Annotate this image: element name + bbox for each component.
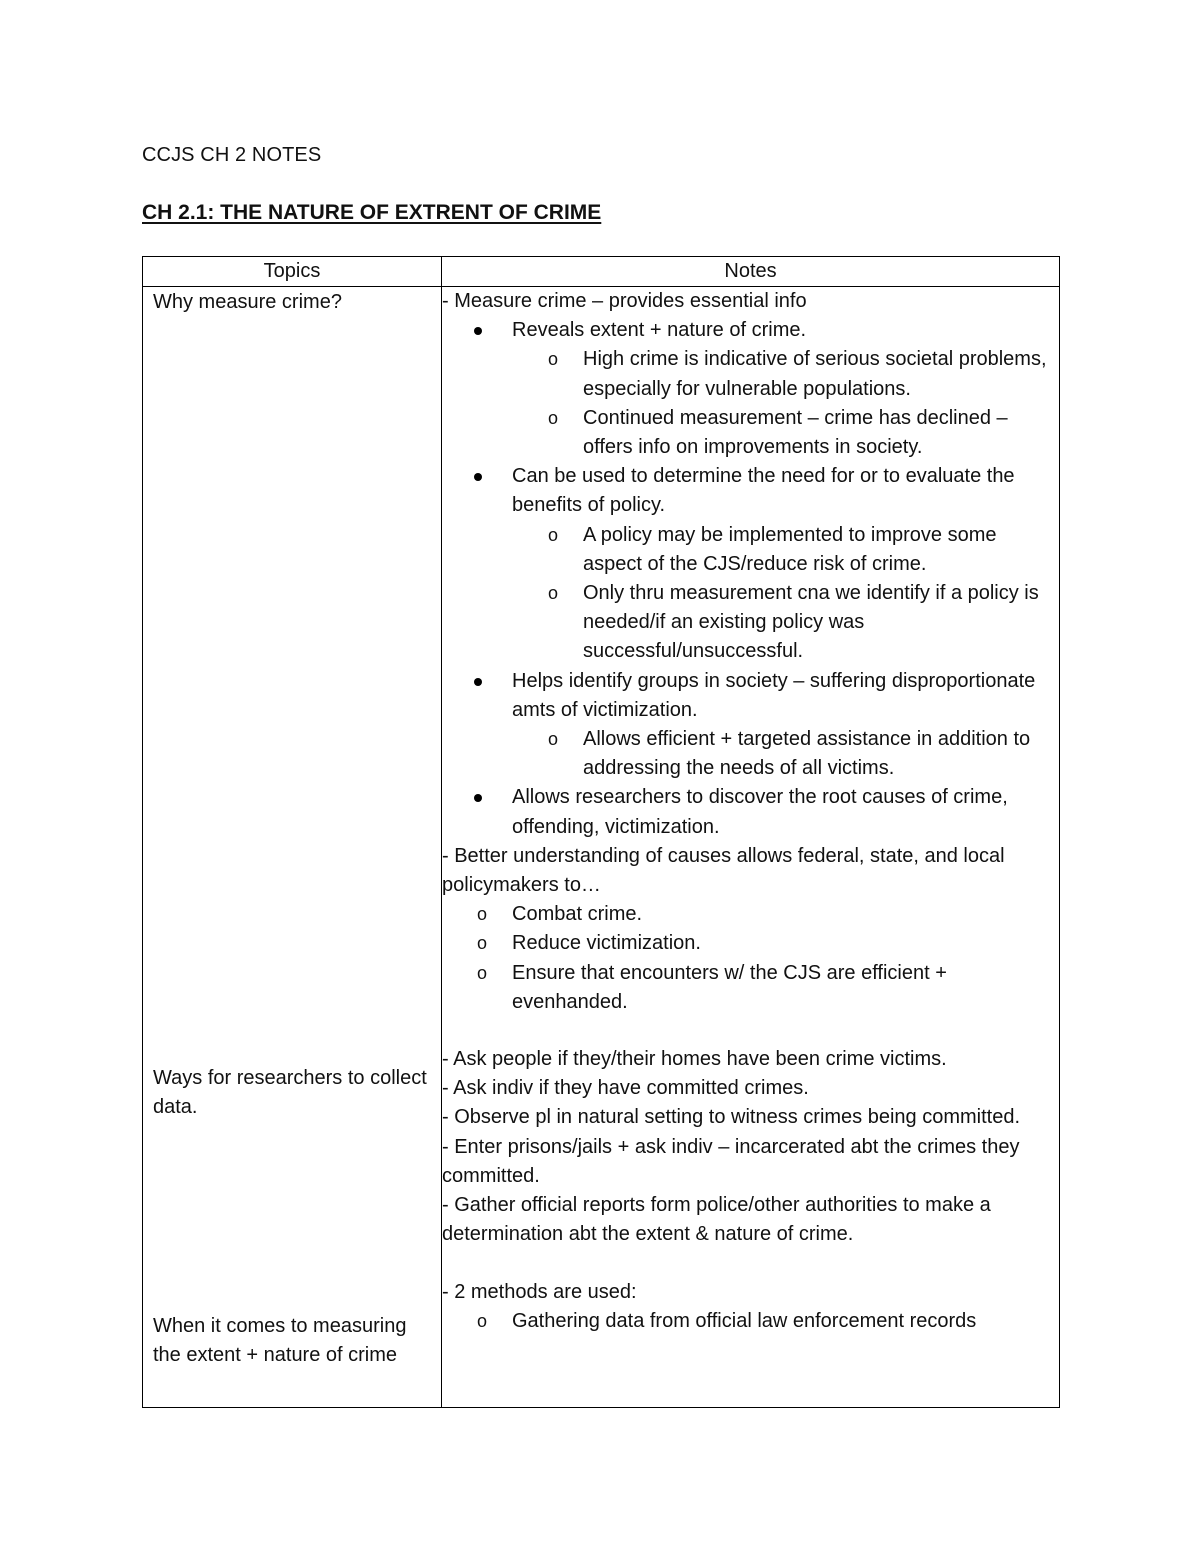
bullet-circle-icon: o xyxy=(548,524,559,545)
note-subbullet xyxy=(442,929,1059,958)
note-text: Gathering data from official law enforcement records xyxy=(512,1309,977,1332)
header-topics: Topics xyxy=(143,257,442,287)
notes-table xyxy=(142,256,1060,1408)
topics-cell xyxy=(143,287,442,1408)
header-notes: Notes xyxy=(442,257,1060,287)
note-subbullet xyxy=(442,725,1059,783)
bullet-circle-icon: o xyxy=(477,1310,488,1331)
table-header-row xyxy=(143,257,1060,287)
bullet-circle-icon: o xyxy=(548,349,559,370)
bullet-dot-icon xyxy=(474,794,482,802)
note-text: Only thru measurement cna we identify if a policy is needed/if an existing policy was successful/unsuccessful. xyxy=(583,582,1039,663)
note-text: Allows efficient + targeted assistance in addition to addressing the needs of all victims. xyxy=(583,728,1031,780)
bullet-circle-icon: o xyxy=(477,904,488,925)
note-text: Ensure that encounters w/ the CJS are efficient + evenhanded. xyxy=(512,961,947,1013)
note-line: - Enter prisons/jails + ask indiv – incarcerated abt the crimes they committed. xyxy=(442,1135,1020,1187)
topic-collect-data: Ways for researchers to collect data. xyxy=(153,1067,427,1118)
note-bullet xyxy=(442,667,1059,725)
note-bullet xyxy=(442,462,1059,520)
note-line: - 2 methods are used: xyxy=(442,1280,637,1303)
note-text: Can be used to determine the need for or to evaluate the benefits of policy. xyxy=(512,465,1015,517)
section-heading: CH 2.1: THE NATURE OF EXTRENT OF CRIME xyxy=(142,201,602,224)
bullet-dot-icon xyxy=(474,473,482,481)
notes-cell xyxy=(442,287,1060,1408)
bullet-circle-icon: o xyxy=(548,583,559,604)
note-text: High crime is indicative of serious societal problems, especially for vulnerable populations. xyxy=(583,348,1047,400)
note-text: Allows researchers to discover the root causes of crime, offending, victimization. xyxy=(512,786,1008,838)
note-subbullet xyxy=(442,521,1059,579)
note-text: Combat crime. xyxy=(512,903,643,926)
table-row xyxy=(143,287,1060,1408)
note-line: - Ask people if they/their homes have been crime victims. xyxy=(442,1048,947,1071)
note-text: Reduce victimization. xyxy=(512,932,701,955)
bullet-circle-icon: o xyxy=(548,407,559,428)
bullet-circle-icon: o xyxy=(477,933,488,954)
note-line: - Better understanding of causes allows federal, state, and local policymakers to… xyxy=(442,844,1005,897)
note-subbullet xyxy=(442,900,1059,929)
topic-why-measure: Why measure crime? xyxy=(153,291,342,313)
note-subbullet xyxy=(442,579,1059,667)
note-bullet xyxy=(442,316,1059,345)
note-bullet xyxy=(442,783,1059,841)
bullet-dot-icon xyxy=(474,678,482,686)
bullet-circle-icon: o xyxy=(548,729,559,750)
note-text: Reveals extent + nature of crime. xyxy=(512,319,807,342)
bullet-dot-icon xyxy=(474,327,482,335)
note-subbullet xyxy=(442,345,1059,403)
note-text: Helps identify groups in society – suffering disproportionate amts of victimization. xyxy=(512,669,1036,721)
document-title: CCJS CH 2 NOTES xyxy=(142,144,322,166)
note-subbullet xyxy=(442,1307,1059,1336)
topic-measuring-extent: When it comes to measuring the extent + nature of crime xyxy=(153,1315,407,1366)
note-line: - Ask indiv if they have committed crimes. xyxy=(442,1077,809,1100)
note-text: Continued measurement – crime has declined – offers info on improvements in society. xyxy=(583,406,1008,459)
note-subbullet xyxy=(442,404,1059,462)
note-subbullet xyxy=(442,959,1059,1017)
bullet-circle-icon: o xyxy=(477,962,488,983)
note-line: - Gather official reports form police/other authorities to make a determination abt the extent & nature of crime. xyxy=(442,1194,991,1246)
note-line: - Measure crime – provides essential info xyxy=(442,290,807,312)
note-line: - Observe pl in natural setting to witness crimes being committed. xyxy=(442,1106,1021,1129)
note-text: A policy may be implemented to improve some aspect of the CJS/reduce risk of crime. xyxy=(583,523,997,575)
